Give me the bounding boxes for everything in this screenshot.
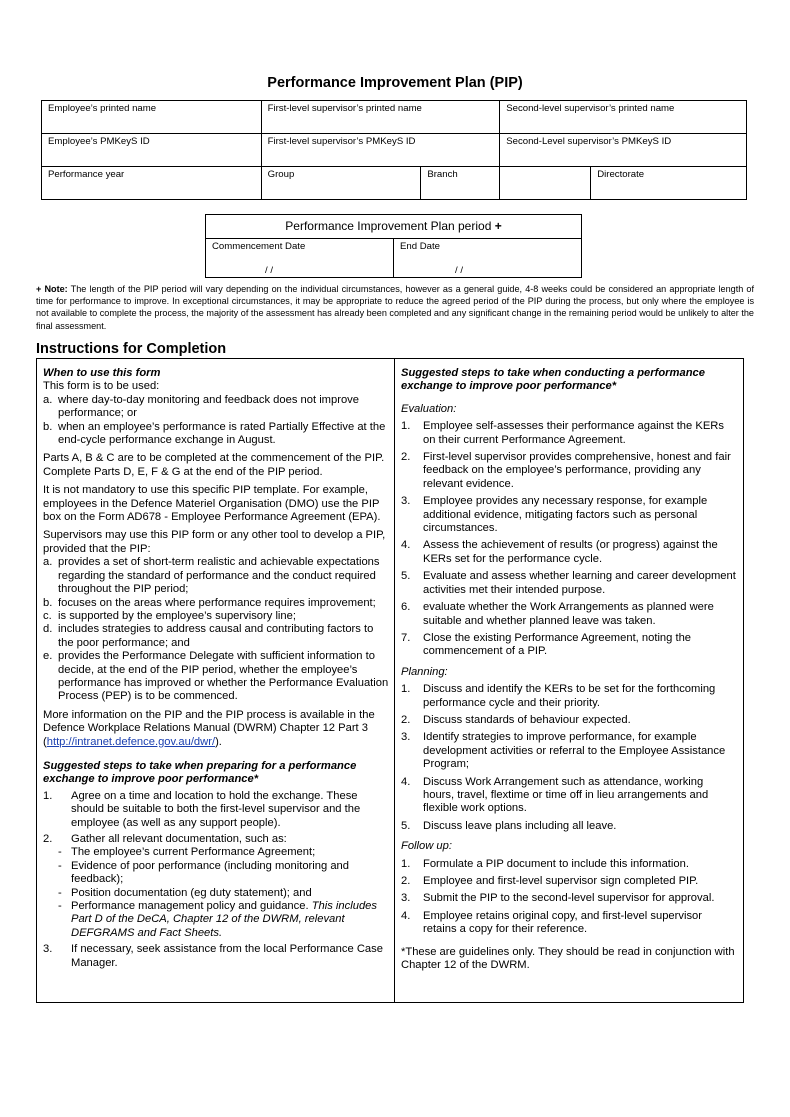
list-text: Evidence of poor performance (including monitoring and feedback); <box>71 859 349 886</box>
list-item <box>401 451 737 491</box>
list-text: Employee and first-level supervisor sign completed PIP. <box>423 875 699 887</box>
instructions-box <box>36 358 744 1003</box>
list-marker: b. <box>43 596 53 609</box>
name-row <box>42 101 747 134</box>
more-info-paragraph <box>43 709 390 749</box>
first-level-supervisor-pmkeys-field[interactable]: First-level supervisor’s PMKeyS ID <box>261 134 500 167</box>
list-number: 3. <box>401 495 411 508</box>
list-item <box>43 887 390 900</box>
dash-marker: - <box>58 846 62 859</box>
end-date-field[interactable] <box>393 239 581 278</box>
list-marker: e. <box>43 650 53 663</box>
dwrm-link[interactable]: http://intranet.defence.gov.au/dwr/ <box>46 735 216 748</box>
mandatory-paragraph: It is not mandatory to use this specific PIP template. For example, employees in the Defence Materiel Organisation (DMO) use the PIP box on the Form AD678 - Employee Performance Agreement (EPA). <box>43 484 381 524</box>
list-item <box>401 858 737 871</box>
policy-text: Performance management policy and guidance. <box>71 900 312 913</box>
list-text: If necessary, seek assistance from the local Performance Case Manager. <box>71 943 383 969</box>
list-marker: 1. <box>43 789 53 802</box>
list-item <box>401 875 737 888</box>
list-text: Close the existing Performance Agreement, noting the commencement of a PIP. <box>423 631 692 658</box>
list-item <box>43 790 390 830</box>
list-item <box>401 776 737 816</box>
commencement-date-field[interactable] <box>206 239 393 278</box>
list-text: provides a set of short-term realistic and achievable expectations regarding the standard of performance and the conduct required throughout the PIP period; <box>58 556 380 596</box>
pip-period-heading-text: Performance Improvement Plan period <box>285 219 492 233</box>
instructions-heading: Instructions for Completion <box>36 341 227 357</box>
list-marker: c. <box>43 609 52 622</box>
directorate-field[interactable] <box>500 167 747 200</box>
list-number: 3. <box>401 731 411 744</box>
list-text: Formulate a PIP document to include this information. <box>423 857 689 870</box>
pmkeys-row <box>42 134 747 167</box>
commencement-date-label: Commencement Date <box>212 241 306 252</box>
second-level-supervisor-name-field[interactable]: Second-level supervisor’s printed name <box>500 101 747 134</box>
first-level-supervisor-name-field[interactable]: First-level supervisor’s printed name <box>261 101 500 134</box>
list-number: 5. <box>401 570 411 583</box>
list-marker: a. <box>43 393 53 406</box>
list-item <box>43 623 390 650</box>
list-text: Discuss leave plans including all leave. <box>423 819 617 832</box>
list-number: 2. <box>401 875 411 887</box>
end-date-separators: / / <box>455 265 463 276</box>
list-text <box>71 900 390 940</box>
list-number: 1. <box>401 857 411 870</box>
list-item <box>43 650 390 704</box>
list-marker: 3. <box>43 943 53 956</box>
list-text: First-level supervisor provides comprehensive, honest and fair feedback on the employee’s performance, providing any relevant evidence. <box>423 451 731 490</box>
list-text: evaluate whether the Work Arrangements as planned were suitable and whether planned leave was taken. <box>423 601 714 627</box>
list-text: Employee retains original copy, and first-level supervisor retains a copy for their reference. <box>423 909 702 936</box>
list-item <box>401 570 737 597</box>
dash-marker: - <box>58 859 62 872</box>
employee-name-field[interactable]: Employee’s printed name <box>42 101 262 134</box>
list-number: 6. <box>401 601 411 614</box>
list-text: Evaluate and assess whether learning and career development activities met their intended purpose. <box>423 570 736 596</box>
list-item <box>401 601 737 628</box>
list-text: Discuss standards of behaviour expected. <box>423 713 631 726</box>
list-text: Employee self-assesses their performance against the KERs on their current Performance Agreement. <box>423 420 724 446</box>
list-number: 2. <box>401 713 411 726</box>
branch-label: Branch <box>427 169 458 180</box>
list-number: 3. <box>401 892 411 905</box>
list-item <box>401 632 737 659</box>
list-text: Employee provides any necessary response, for example additional evidence, mitigating factors such as personal circumstances. <box>423 495 708 535</box>
preparing-heading: Suggested steps to take when preparing for a performance exchange to improve poor performance* <box>43 759 357 786</box>
period-note <box>36 283 754 332</box>
list-item <box>401 495 737 535</box>
planning-list <box>401 683 737 833</box>
list-number: 4. <box>401 539 411 552</box>
list-text: The employee’s current Performance Agreement; <box>71 846 316 859</box>
when-to-use-heading: When to use this form <box>43 367 161 379</box>
pip-period-box <box>205 214 582 278</box>
list-item <box>43 860 390 887</box>
when-intro: This form is to be used: <box>43 380 160 393</box>
list-marker: b. <box>43 420 53 433</box>
parts-paragraph: Parts A, B & C are to be completed at the commencement of the PIP. Complete Parts D, E, F & G at the end of the PIP period. <box>43 452 385 478</box>
list-item <box>43 833 390 846</box>
form-title: Performance Improvement Plan (PIP) <box>267 75 523 91</box>
list-number: 1. <box>401 683 411 696</box>
note-text: The length of the PIP period will vary depending on the individual circumstances, however as a general guide, 4-8 weeks could be considered an appropriate length of time for performance to improve. In exceptional circumstances, it may be appropriate to reduce the agreed period of the PIP during the process, but only where the employee is not available to complete the process, the majority of the assessment has already been completed and any significant change in the remaining period would be unlikely to alter the final assessment. <box>36 284 754 331</box>
list-text: focuses on the areas where performance requires improvement; <box>58 596 376 609</box>
list-number: 5. <box>401 819 411 832</box>
list-item <box>401 714 737 727</box>
dash-marker: - <box>58 886 62 899</box>
second-level-supervisor-pmkeys-field[interactable]: Second-Level supervisor’s PMKeyS ID <box>500 134 747 167</box>
group-field[interactable]: Group <box>261 167 421 200</box>
list-text: Discuss Work Arrangement such as attendance, working hours, travel, flextime or time off in lieu arrangements and flexible work options. <box>423 775 709 815</box>
list-text: includes strategies to address causal and contributing factors to the poor performance; and <box>58 623 374 649</box>
list-item <box>43 610 390 623</box>
list-number: 7. <box>401 631 411 644</box>
more-info-end: ). <box>215 735 222 748</box>
list-item <box>43 556 390 596</box>
list-item <box>43 943 390 970</box>
list-text: Assess the achievement of results (or progress) against the KERs set for the performance cycle. <box>423 539 718 565</box>
follow-up-label: Follow up: <box>401 840 452 853</box>
pip-period-heading <box>206 215 581 239</box>
list-number: 4. <box>401 775 411 788</box>
list-text: when an employee’s performance is rated Partially Effective at the end-cycle performance exchange in August. <box>58 420 386 447</box>
list-item <box>401 731 737 771</box>
evaluation-list <box>401 420 737 659</box>
list-item <box>401 683 737 710</box>
planning-label: Planning: <box>401 665 448 678</box>
note-label: + Note: <box>36 284 68 294</box>
personnel-details-table <box>41 100 747 200</box>
list-marker: 2. <box>43 833 53 845</box>
list-item <box>43 597 390 610</box>
policy-italic-text: This includes Part D of the DeCA, Chapter 12 of the DWRM, relevant DEFGRAMS and Fact Sheets. <box>71 900 377 939</box>
instructions-right-column <box>395 359 743 1002</box>
conducting-heading: Suggested steps to take when conducting a performance exchange to improve poor performance* <box>401 367 705 393</box>
evaluation-label: Evaluation: <box>401 402 457 415</box>
pip-period-marker: + <box>494 219 502 233</box>
list-item <box>43 421 390 448</box>
list-text: Agree on a time and location to hold the exchange. These should be suitable to both the first-level supervisor and the employee (as well as any support people). <box>71 789 361 829</box>
list-item <box>401 820 737 833</box>
list-text: Identify strategies to improve performance, for example development activities or referral to the Employee Assistance Program; <box>423 731 726 771</box>
list-text: is supported by the employee’s supervisory line; <box>58 609 296 622</box>
list-item <box>401 910 737 937</box>
guidelines-footnote: *These are guidelines only. They should be read in conjunction with Chapter 12 of the DWRM. <box>401 945 735 972</box>
list-item <box>401 420 737 447</box>
list-item <box>43 846 390 859</box>
instructions-left-column <box>37 359 395 1002</box>
commencement-date-separators: / / <box>265 265 273 276</box>
list-text: provides the Performance Delegate with sufficient information to decide, at the end of the PIP period, whether the employee’s performance has improved or whether the Performance Evaluation Process (PEP) is to be commenced. <box>58 650 389 703</box>
dash-marker: - <box>58 900 62 913</box>
list-number: 2. <box>401 451 411 464</box>
list-marker: d. <box>43 623 53 636</box>
list-item <box>43 900 390 940</box>
list-item <box>401 539 737 566</box>
directorate-label: Directorate <box>597 169 645 180</box>
list-number: 1. <box>401 420 411 433</box>
branch-divider <box>500 167 591 199</box>
end-date-label: End Date <box>400 241 441 252</box>
list-text: Submit the PIP to the second-level supervisor for approval. <box>423 892 715 905</box>
org-row <box>42 167 747 200</box>
follow-up-list <box>401 858 737 937</box>
list-text: Gather all relevant documentation, such as: <box>71 833 287 845</box>
list-text: Discuss and identify the KERs to be set for the forthcoming performance cycle and their priority. <box>423 683 716 709</box>
list-number: 4. <box>401 909 411 922</box>
list-text: where day-to-day monitoring and feedback does not improve performance; or <box>58 393 359 420</box>
list-item <box>43 394 390 421</box>
list-text: Position documentation (eg duty statement); and <box>71 886 312 899</box>
employee-pmkeys-field[interactable]: Employee’s PMKeyS ID <box>42 134 262 167</box>
list-marker: a. <box>43 556 53 569</box>
more-info-text: More information on the PIP and the PIP process is available in the Defence Workplace Relations Manual (DWRM) Chapter 12 Part 3 ( <box>43 708 375 748</box>
branch-field[interactable] <box>421 167 500 200</box>
performance-year-field[interactable]: Performance year <box>42 167 262 200</box>
list-item <box>401 892 737 905</box>
supervisors-paragraph: Supervisors may use this PIP form or any other tool to develop a PIP, provided that the PIP: <box>43 529 386 555</box>
